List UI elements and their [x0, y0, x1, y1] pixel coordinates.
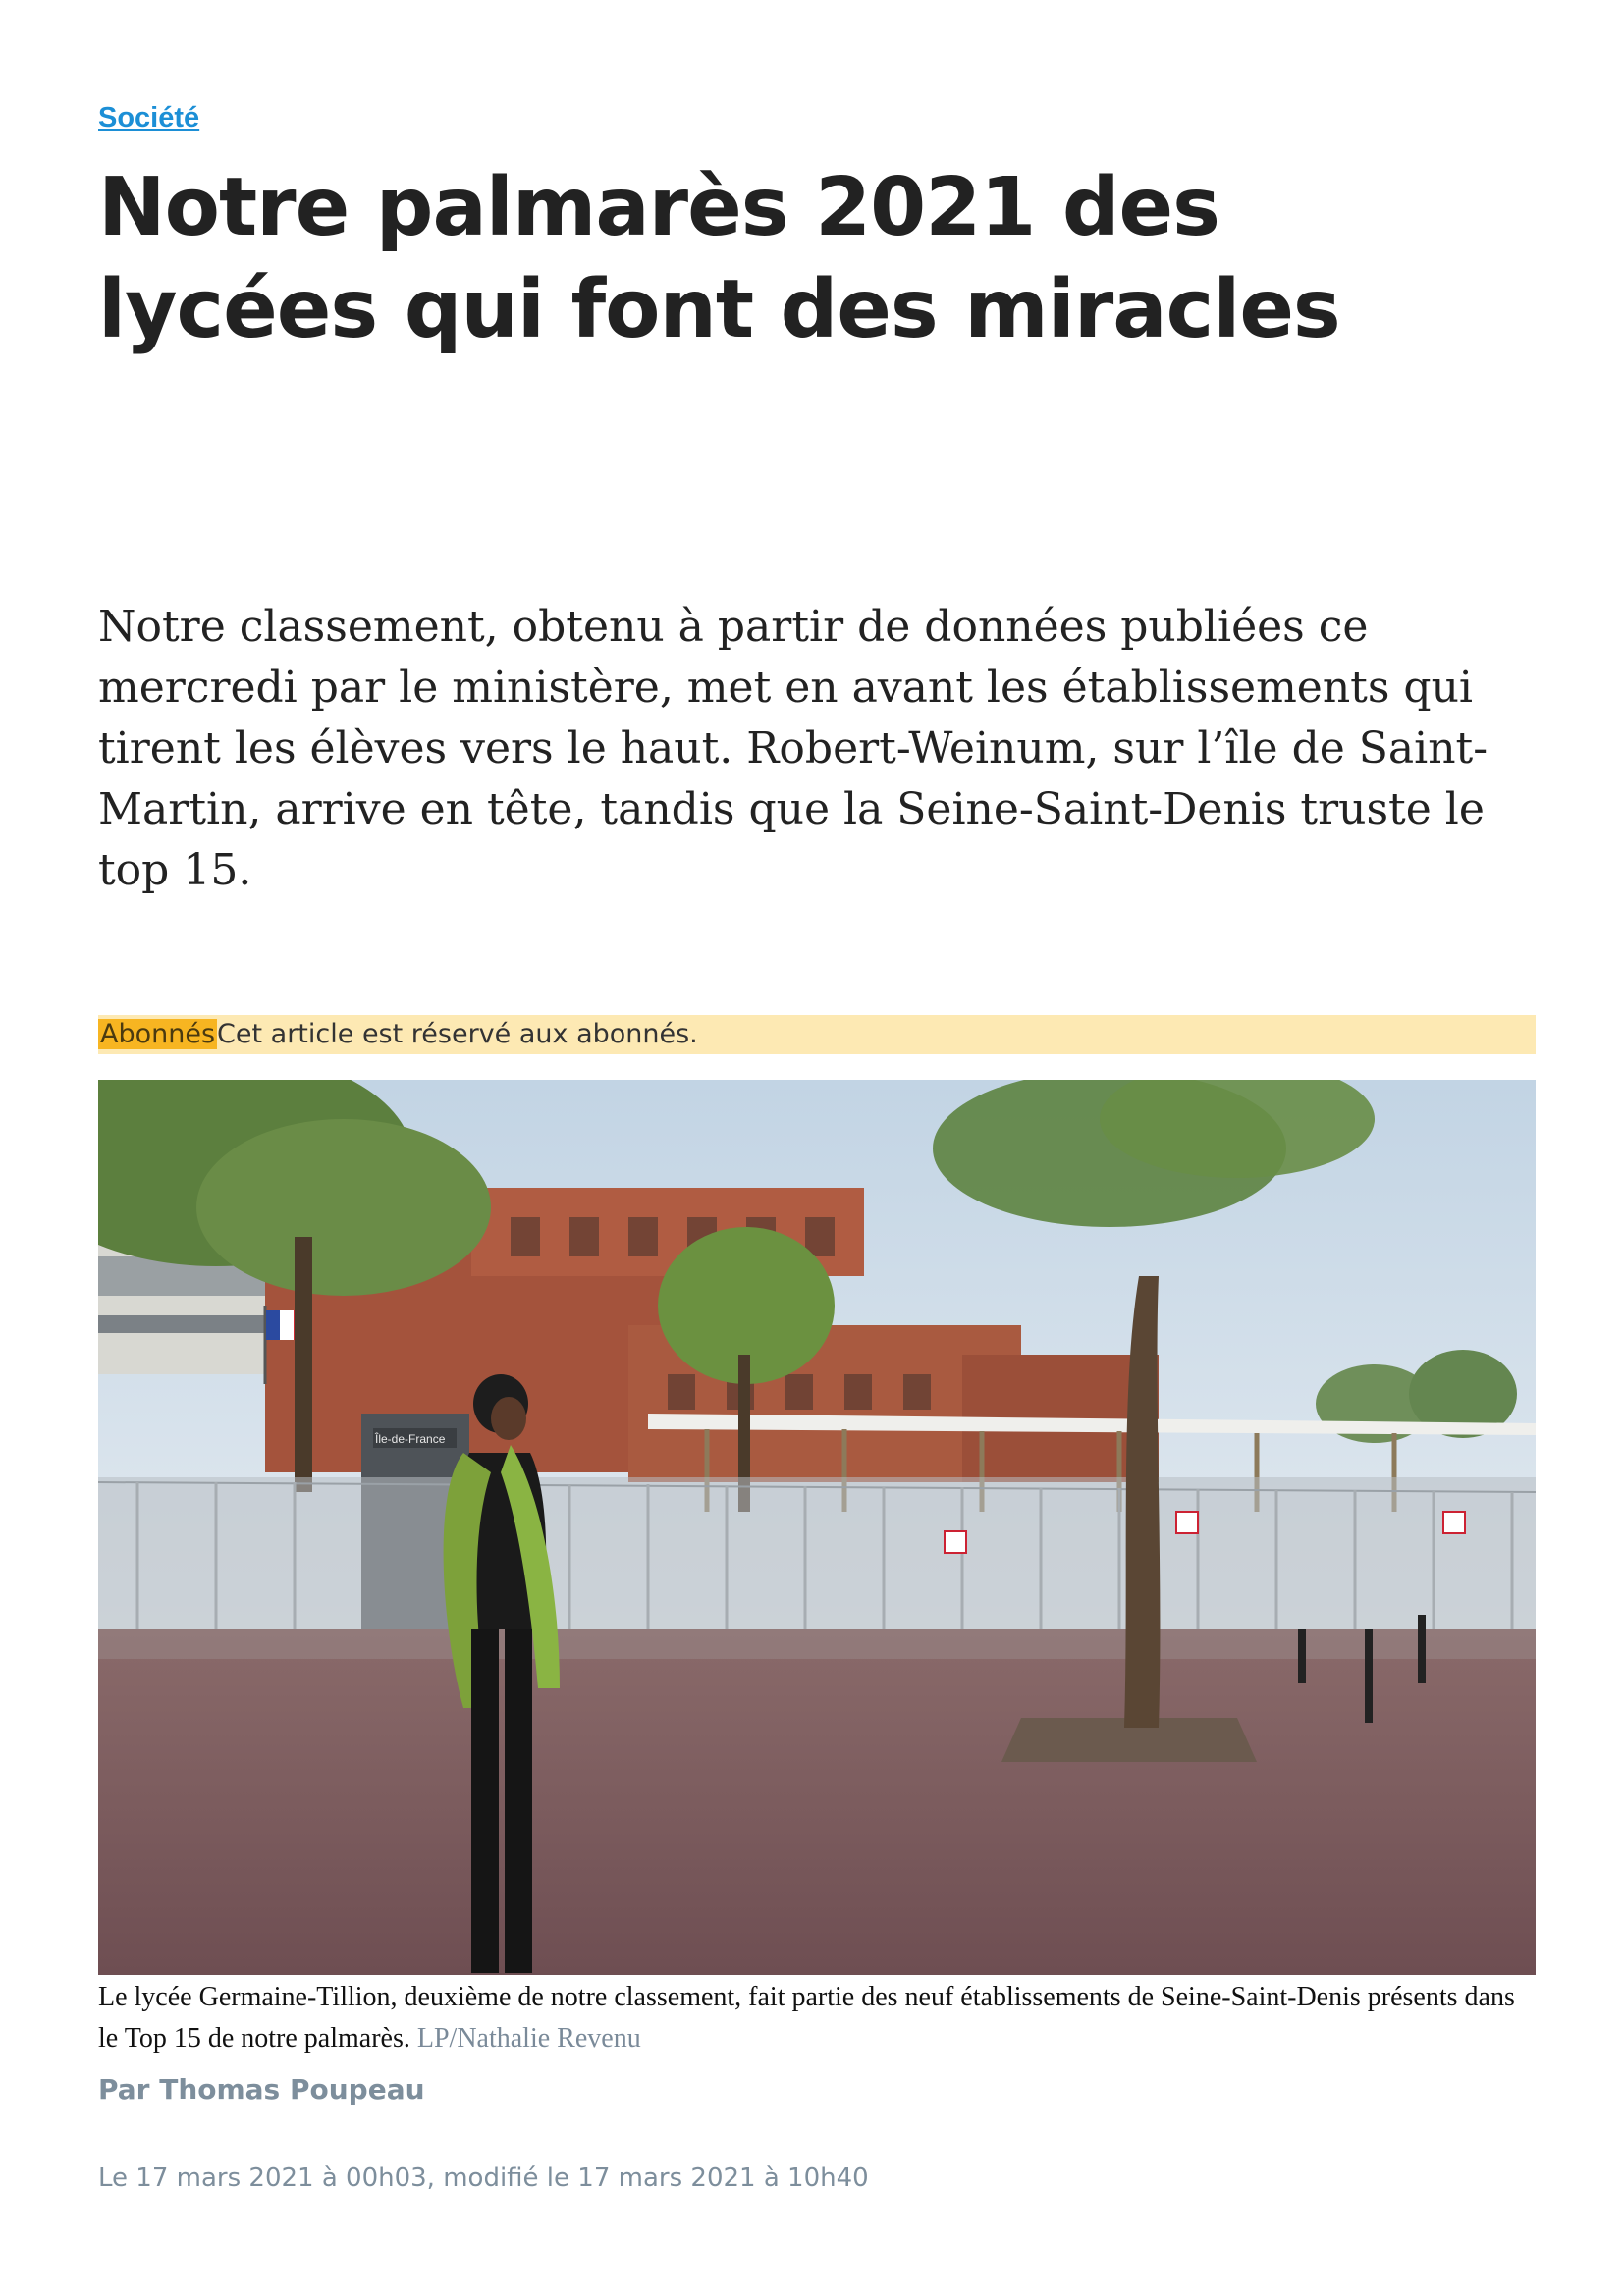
lycee-photo-illustration: [98, 1080, 1536, 1975]
category-link[interactable]: Société: [98, 102, 200, 133]
photo-caption-text: Le lycée Germaine-Tillion, deuxième de notre classement, fait partie des neuf établissements de Seine-Saint-Denis présents dans le Top 15 de notre palmarès.: [98, 1982, 1515, 2054]
article-photo: [98, 1080, 1536, 1975]
premium-badge: Abonnés: [100, 1019, 216, 1049]
photo-caption: [98, 1977, 1536, 2059]
premium-banner: [98, 1015, 1536, 1054]
article-headline: Notre palmarès 2021 des lycées qui font des miracles: [98, 161, 1340, 356]
sign-text: Île-de-France: [375, 1432, 446, 1446]
article-dateline: Le 17 mars 2021 à 00h03, modifié le 17 mars 2021 à 10h40: [98, 2163, 869, 2193]
photo-credit: LP/Nathalie Revenu: [416, 2023, 641, 2054]
article-byline[interactable]: Par Thomas Poupeau: [98, 2073, 425, 2106]
article-lede: Notre classement, obtenu à partir de données publiées ce mercredi par le ministère, met en avant les établissements qui tirent les élèves vers le haut. Robert-Weinum, sur l’île de Saint-Martin, arrive en tête, tandis que la Seine-Saint-Denis truste le top 15.: [98, 602, 1489, 895]
premium-notice: Cet article est réservé aux abonnés.: [217, 1019, 698, 1049]
